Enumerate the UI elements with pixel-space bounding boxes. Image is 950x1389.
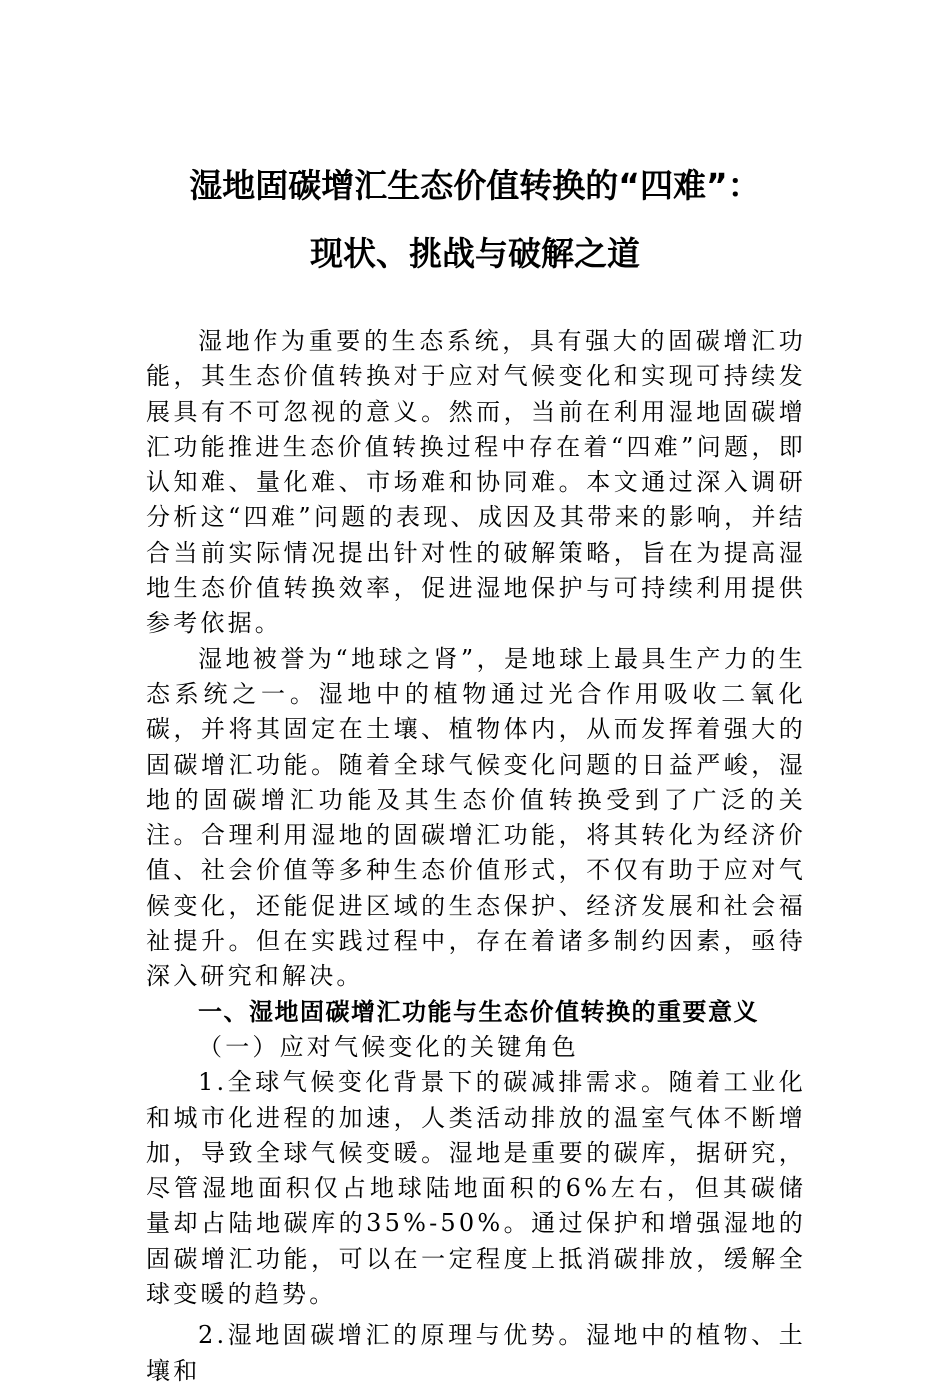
section-heading-1: 一、湿地固碳增汇功能与生态价值转换的重要意义 xyxy=(198,997,759,1026)
document-title-line-2: 现状、挑战与破解之道 xyxy=(310,234,640,273)
document-title-line-1: 湿地固碳增汇生态价值转换的“四难”： xyxy=(189,166,761,205)
document-body xyxy=(146,324,806,1389)
subsection-heading-1: （一）应对气候变化的关键角色 xyxy=(198,1032,579,1061)
body-paragraph-2: 2.湿地固碳增汇的原理与优势。湿地中的植物、土壤和 xyxy=(146,1321,806,1385)
intro-paragraph: 湿地被誉为“地球之肾”，是地球上最具生产力的生态系统之一。湿地中的植物通过光合作用吸收二氧化碳，并将其固定在土壤、植物体内，从而发挥着强大的固碳增汇功能。随着全球气候变化问题的日益严峻，湿地的固碳增汇功能及其生态价值转换受到了广泛的关注。合理利用湿地的固碳增汇功能，将其转化为经济价值、社会价值等多种生态价值形式，不仅有助于应对气候变化，还能促进区域的生态保护、经济发展和社会福祉提升。但在实践过程中，存在着诸多制约因素，亟待深入研究和解决。 xyxy=(146,644,806,991)
body-paragraph-1: 1.全球气候变化背景下的碳减排需求。随着工业化和城市化进程的加速，人类活动排放的温室气体不断增加，导致全球气候变暖。湿地是重要的碳库，据研究，尽管湿地面积仅占地球陆地面积的6%左右，但其碳储量却占陆地碳库的35%-50%。通过保护和增强湿地的固碳增汇功能，可以在一定程度上抵消碳排放，缓解全球变暖的趋势。 xyxy=(146,1068,806,1309)
abstract-paragraph: 湿地作为重要的生态系统，具有强大的固碳增汇功能，其生态价值转换对于应对气候变化和实现可持续发展具有不可忽视的意义。然而，当前在利用湿地固碳增汇功能推进生态价值转换过程中存在着“四难”问题，即认知难、量化难、市场难和协同难。本文通过深入调研分析这“四难”问题的表现、成因及其带来的影响，并结合当前实际情况提出针对性的破解策略，旨在为提高湿地生态价值转换效率，促进湿地保护与可持续利用提供参考依据。 xyxy=(146,327,806,638)
